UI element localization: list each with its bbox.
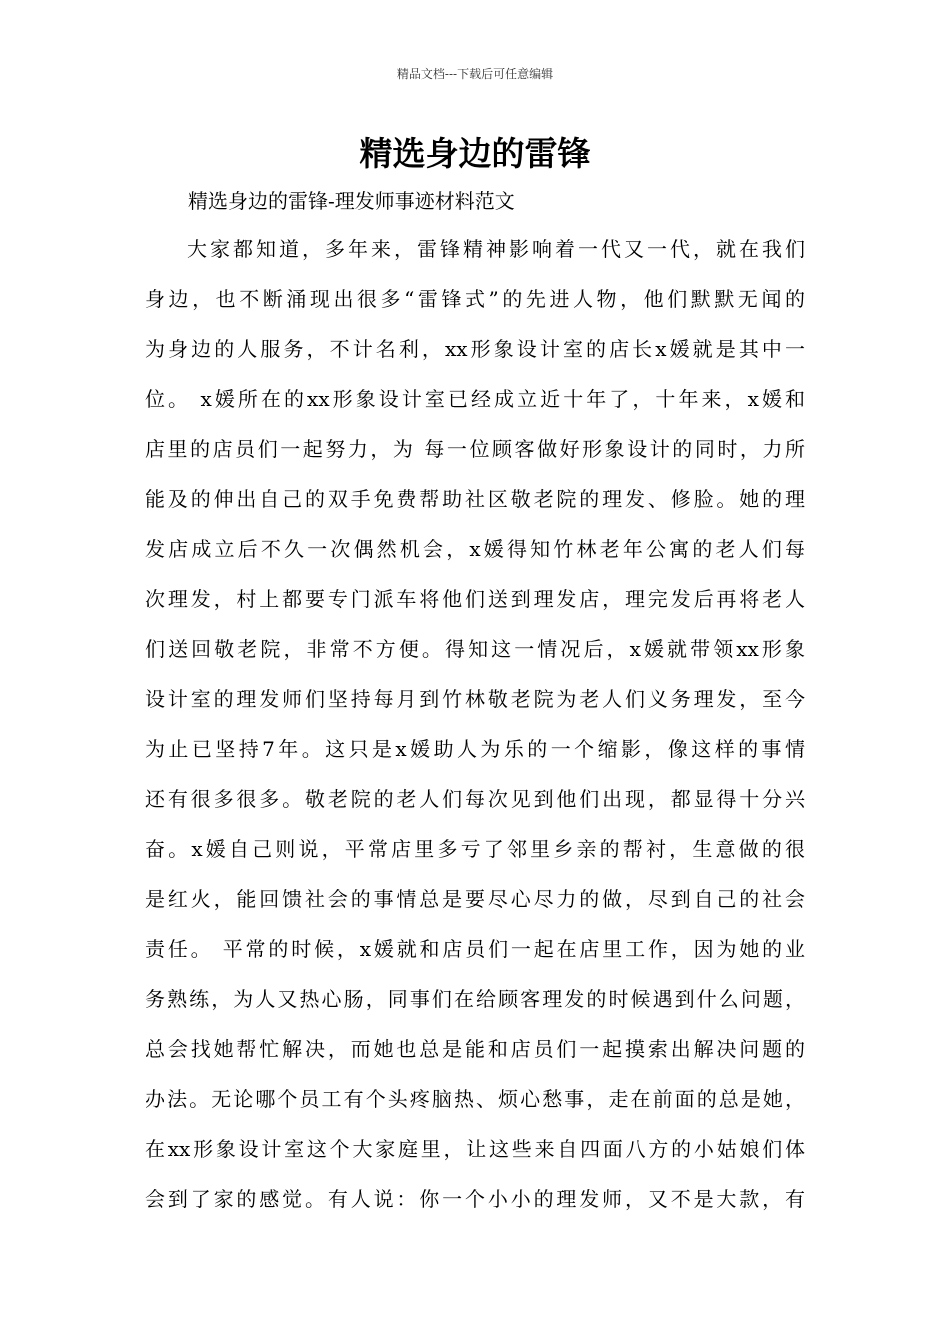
body-line: 在xx形象设计室这个大家庭里，让这些来自四面八方的小姑娘们体 <box>145 1137 805 1161</box>
document-body <box>145 232 825 1232</box>
body-line: 次理发，村上都要专门派车将他们送到理发店，理完发后再将老人 <box>145 587 805 611</box>
body-line: 会到了家的感觉。有人说：你一个小小的理发师，又不是大款，有 <box>145 1187 805 1211</box>
body-line: 办法。无论哪个员工有个头疼脑热、烦心愁事，走在前面的总是她， <box>145 1087 805 1111</box>
body-line: 身边，也不断涌现出很多“雷锋式”的先进人物，他们默默无闻的 <box>145 287 805 311</box>
body-line: 大家都知道，多年来，雷锋精神影响着一代又一代，就在我们 <box>187 237 805 261</box>
body-line: 设计室的理发师们坚持每月到竹林敬老院为老人们义务理发，至今 <box>145 687 805 711</box>
body-line: 为身边的人服务，不计名利，xx形象设计室的店长x媛就是其中一 <box>145 337 805 361</box>
body-line: 店里的店员们一起努力，为 每一位顾客做好形象设计的同时，力所 <box>145 437 805 461</box>
document-subtitle: 精选身边的雷锋-理发师事迹材料范文 <box>188 189 515 213</box>
body-line: 还有很多很多。敬老院的老人们每次见到他们出现，都显得十分兴 <box>145 787 805 811</box>
body-line: 能及的伸出自己的双手免费帮助社区敬老院的理发、修脸。她的理 <box>145 487 805 511</box>
body-line: 总会找她帮忙解决，而她也总是能和店员们一起摸索出解决问题的 <box>145 1037 805 1061</box>
body-line: 发店成立后不久一次偶然机会，x媛得知竹林老年公寓的老人们每 <box>145 537 805 561</box>
body-line: 为止已坚持7年。这只是x媛助人为乐的一个缩影，像这样的事情 <box>145 737 805 761</box>
body-line: 是红火，能回馈社会的事情总是要尽心尽力的做，尽到自己的社会 <box>145 887 805 911</box>
body-line: 们送回敬老院，非常不方便。得知这一情况后，x媛就带领xx形象 <box>145 637 805 661</box>
document-title: 精选身边的雷锋 <box>359 134 591 173</box>
body-line: 务熟练，为人又热心肠，同事们在给顾客理发的时候遇到什么问题， <box>145 987 805 1011</box>
body-line: 位。 x媛所在的xx形象设计室已经成立近十年了，十年来，x媛和 <box>145 387 805 411</box>
page-header-note: 精品文档---下载后可任意编辑 <box>396 67 554 81</box>
body-line: 责任。 平常的时候，x媛就和店员们一起在店里工作，因为她的业 <box>145 937 805 961</box>
body-line: 奋。x媛自己则说，平常店里多亏了邻里乡亲的帮衬，生意做的很 <box>145 837 805 861</box>
